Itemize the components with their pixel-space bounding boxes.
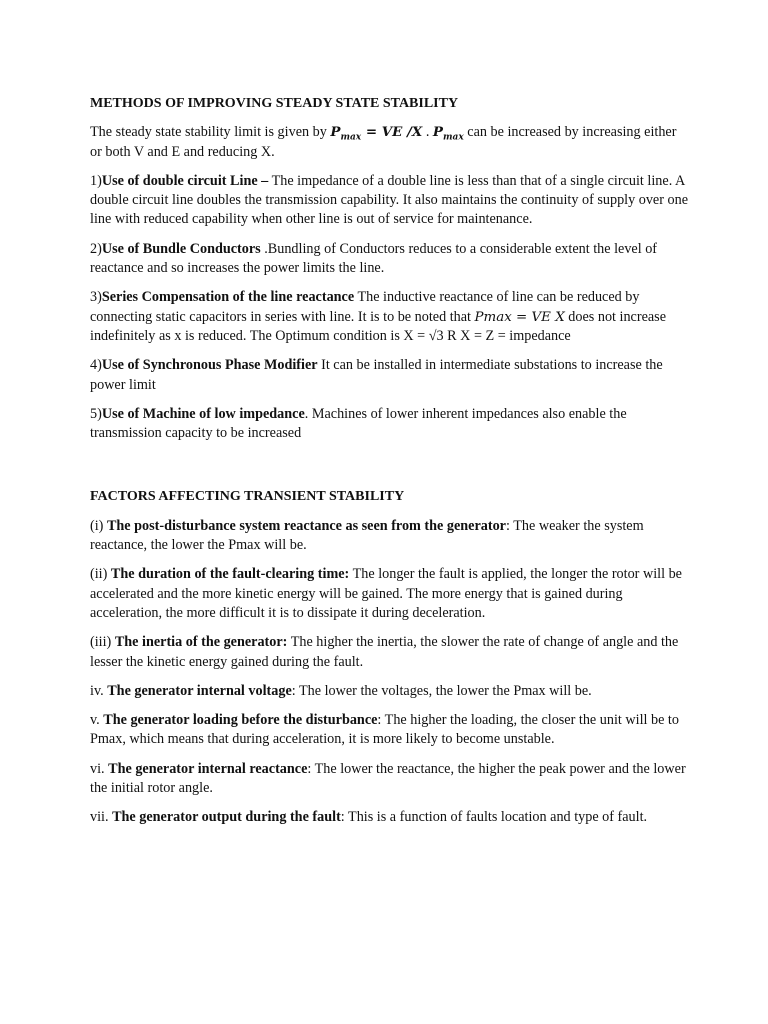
factor-item-7: vii. The generator output during the fault: This is a function of faults location and type of fault.	[90, 809, 648, 826]
factor-item-2: (ii) The duration of the fault-clearing time: The longer the fault is applied, the longer the rotor will be accelerated and the more kinetic energy will be gained. The more energy that is gained during acceleration, the more difficult it is to dissipate it during deceleration.	[90, 566, 682, 621]
factor-title: The inertia of the generator:	[114, 634, 288, 651]
method-item-4: 4)Use of Synchronous Phase Modifier It can be installed in intermediate substations to increase the power limit	[90, 357, 663, 393]
document-page	[90, 94, 690, 838]
method-item-3: 3)Series Compensation of the line reactance The inductive reactance of line can be reduced by connecting static capacitors in series with line. It is to be noted that Pmax = VE X does not increase indefinitely as x is reduced. The Optimum condition is X = √3 R X = Z = impedance	[90, 289, 666, 344]
factor-title: The generator internal reactance	[108, 760, 308, 777]
formula-pmax: $P_{max}$ = VE /X	[330, 124, 423, 143]
factor-item-5: v. The generator loading before the disturbance: The higher the loading, the closer the unit will be to Pmax, which means that during acceleration, it is more likely to become unstable.	[90, 712, 679, 748]
formula-inline: Pmax = VE X	[474, 309, 565, 325]
intro-pre: The steady state stability limit is given by	[90, 124, 331, 141]
method-item-2: 2)Use of Bundle Conductors .Bundling of Conductors reduces to a considerable extent the level of reactance and so increases the power limits the line.	[90, 240, 658, 277]
factor-title: The generator output during the fault	[112, 809, 341, 826]
method-item-1: 1)Use of double circuit Line – The impedance of a double line is less than that of a single circuit line. A double circuit line doubles the transmission capability. It also maintains the continuity of supply over one line with reduced capability when other line is out of service for maintenance.	[90, 172, 688, 228]
method-title: Use of Bundle Conductors	[101, 240, 261, 257]
method-title: Use of Machine of low impedance	[101, 405, 305, 422]
heading-steady-state: METHODS OF IMPROVING STEADY STATE STABILITY	[90, 96, 459, 111]
method-title: Use of double circuit Line –	[101, 172, 269, 189]
factor-title: The post-disturbance system reactance as seen from the generator	[106, 517, 506, 534]
factor-title: The generator internal voltage	[107, 682, 292, 699]
method-title: Use of Synchronous Phase Modifier	[101, 357, 318, 374]
factor-item-6: vi. The generator internal reactance: The lower the reactance, the higher the peak power and the lower the initial rotor angle.	[90, 760, 686, 797]
factor-item-3: (iii) The inertia of the generator: The higher the inertia, the slower the rate of change of angle and the lesser the kinetic energy gained during the fault.	[90, 634, 679, 670]
method-title: Series Compensation of the line reactance	[101, 289, 355, 306]
factor-title: The duration of the fault-clearing time:	[110, 566, 350, 583]
intro-post: can be increased by increasing either or both V and E and reducing X.	[90, 124, 677, 160]
method-item-5: 5)Use of Machine of low impedance. Machines of lower inherent impedances also enable the transmission capacity to be increased	[90, 405, 627, 442]
factor-title: The generator loading before the disturbance	[103, 712, 378, 729]
factor-item-1: (i) The post-disturbance system reactance as seen from the generator: The weaker the system reactance, the lower the Pmax will be.	[90, 517, 644, 554]
intro-paragraph: The steady state stability limit is given by $P_{max}$ = VE /X . $P_{max}$ can be increased by increasing either or both V and E and reducing X.	[90, 124, 677, 160]
formula-pmax-ref: $P_{max}$	[432, 124, 464, 143]
heading-transient: FACTORS AFFECTING TRANSIENT STABILITY	[90, 489, 405, 505]
factor-item-4: iv. The generator internal voltage: The lower the voltages, the lower the Pmax will be.	[90, 682, 592, 699]
